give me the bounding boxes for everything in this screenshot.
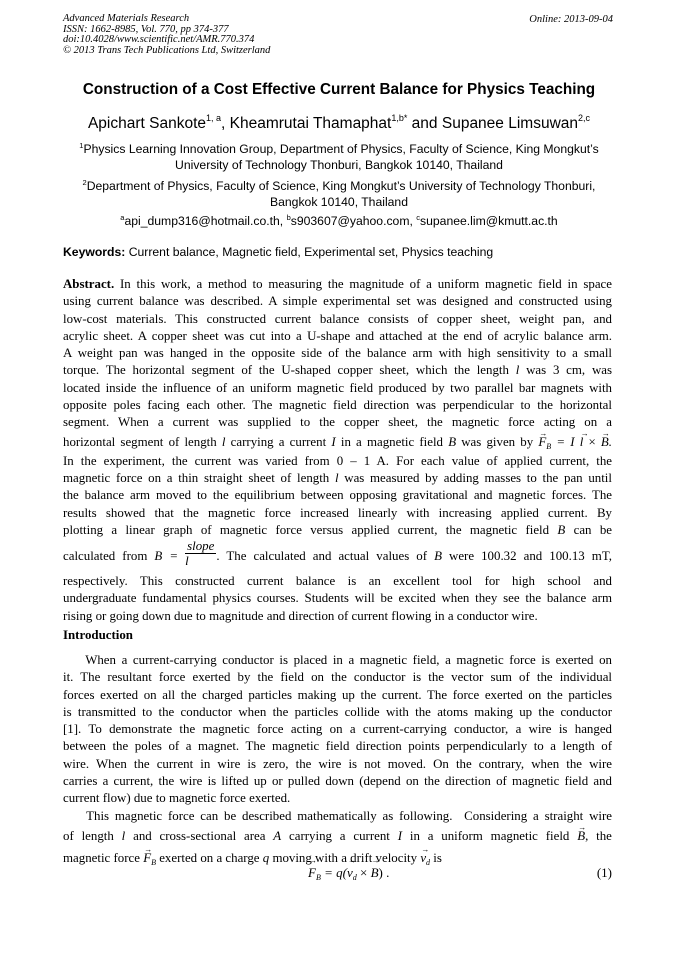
text: in a uniform magnetic field <box>409 828 570 843</box>
email-sup: b <box>286 213 291 222</box>
email-link[interactable]: api_dump316@hotmail.co.th, <box>124 214 287 228</box>
symbol: B <box>448 434 457 449</box>
symbol: → B <box>577 828 585 845</box>
abstract-line: rising or going down due to magnitude and direction of current flowing in a conductor wire. <box>63 608 538 623</box>
affil-sup: 1 <box>79 141 84 150</box>
abstract-line: In the experiment, the current was varied from 0 – 1 A. For each value of applied current, the <box>63 453 612 468</box>
text: plotting a linear graph of magnetic force versus applied current, the magnetic field <box>63 522 550 537</box>
section-heading-introduction: Introduction <box>63 628 133 642</box>
abstract-line <box>63 362 612 379</box>
keywords-label: Keywords: <box>63 245 126 259</box>
affil-line: University of Technology Thonburi, Bangkok 10140, Thailand <box>175 158 503 172</box>
abstract-line: using current balance was described. A simple experimental set was designed and constructed using <box>63 294 612 309</box>
email-link[interactable]: s903607@yahoo.com, <box>290 214 417 228</box>
intro-line: between the poles of a magnet. The magnetic field direction points perpendicularly to a length of <box>63 739 612 754</box>
abstract-line: respectively. This constructed current balance is an excellent tool for high school and <box>63 574 612 589</box>
abstract-line <box>63 522 612 539</box>
text: was given by <box>461 434 534 449</box>
copyright: © 2013 Trans Tech Publications Ltd, Switzerland <box>63 44 271 56</box>
keywords <box>63 245 493 259</box>
symbol: l <box>515 363 520 378</box>
separator: , <box>221 115 230 132</box>
abstract-line <box>63 470 612 487</box>
symbol: → F <box>143 850 151 867</box>
symbol: B <box>315 873 321 882</box>
abstract-label: Abstract. <box>63 277 115 291</box>
intro-line: it. The resultant force exerted by the field on the conductor is the vector sum of the individual <box>63 670 612 685</box>
doi-link[interactable]: doi:10.4028/www.scientific.net/AMR.770.374 <box>63 34 255 45</box>
intro-line: When a current-carrying conductor is placed in a magnetic field, a magnetic force is exerted on <box>63 653 612 667</box>
symbol: → v <box>420 850 426 867</box>
symbol: → B <box>371 865 379 881</box>
text: moving with a drift velocity <box>272 850 418 865</box>
intro-line: This magnetic force can be described mathematically as following. Considering a straight wire <box>63 808 612 823</box>
intro-line: carries a current, the wire is lifted up or pulled down (depend on the direction of magnetic field and <box>63 774 612 789</box>
symbol: B <box>151 857 156 867</box>
symbol: → F <box>538 434 546 451</box>
text: magnetic force <box>63 850 140 865</box>
text: carrying a current <box>230 434 327 449</box>
intro-line: wire. When the current in wire is zero, the wire is not moved. On the contrary, when the wire <box>63 756 612 771</box>
author-sup: 1, a <box>206 113 222 123</box>
separator: and <box>407 115 442 132</box>
author-sup: 1,b* <box>391 113 408 123</box>
abstract-line: segment. When a current was supplied to the copper sheet, the magnetic force acting on a <box>63 415 612 430</box>
text: in a magnetic field <box>340 434 443 449</box>
text: magnetic force on a thin straight sheet of length <box>63 470 330 485</box>
abstract-line: low-cost materials. This constructed current balance consists of copper sheet, weight pan, and <box>63 311 612 326</box>
symbol: → l <box>580 434 584 451</box>
symbol: I <box>397 828 403 843</box>
journal-name: Advanced Materials Research <box>63 13 190 24</box>
affiliation-2 <box>40 175 638 210</box>
text: was measured by adding masses to the pan until <box>344 470 612 485</box>
abstract-line: opposite poles facing each other. The magnetic field direction was perpendicular to the horizontal <box>63 398 612 413</box>
abstract-line: results showed that the magnetic force increased linearly with increasing applied current. By <box>63 505 612 520</box>
slope-fraction <box>185 539 216 568</box>
equation-expression <box>308 865 389 882</box>
affil-sup: 2 <box>82 178 87 187</box>
online-date: Online: 2013-09-04 <box>529 14 613 25</box>
text: torque. The horizontal segment of the U-shaped copper sheet, which the length <box>63 363 509 378</box>
symbol: ) . <box>378 865 390 880</box>
text: , the <box>585 828 612 843</box>
affil-line: Physics Learning Innovation Group, Department of Physics, Faculty of Science, King Mongkut’s <box>83 142 599 156</box>
abstract <box>63 276 612 625</box>
symbol: I <box>331 434 336 449</box>
intro-line: current flow) due to magnetic force exerted. <box>63 791 291 806</box>
symbol: l <box>221 434 226 449</box>
abstract-line: located inside the influence of an uniform magnetic field produced by two parallel bar magnets with <box>63 380 612 395</box>
paper-title: Construction of a Cost Effective Current Balance for Physics Teaching <box>82 81 596 98</box>
email-sup: a <box>120 213 125 222</box>
text: carrying a current <box>289 828 390 843</box>
text: of length <box>63 828 114 843</box>
symbol: → F <box>308 865 316 881</box>
author-name: Supanee Limsuwan <box>441 115 579 132</box>
journal-header <box>63 14 270 56</box>
symbol: = q( <box>320 865 347 880</box>
keywords-text: Current balance, Magnetic field, Experimental set, Physics teaching <box>125 245 494 259</box>
intro-line: forces exerted on all the charged particles making up the current. The force exerted on the particles <box>63 687 612 702</box>
email-sup: c <box>416 213 421 222</box>
symbol: A <box>273 828 282 843</box>
symbol: B <box>546 441 552 451</box>
fraction-denominator: l <box>185 553 189 568</box>
symbol: → v <box>347 865 353 881</box>
issn: ISSN: 1662-8985, Vol. 770, pp 374-377 <box>63 23 229 35</box>
author-sup: 2,c <box>578 113 591 123</box>
text: exerted on a charge <box>159 850 260 865</box>
text: horizontal segment of length <box>63 434 217 449</box>
abstract-line <box>63 539 612 573</box>
equation-number: (1) <box>596 865 612 880</box>
author-name: Kheamrutai Thamaphat <box>229 115 392 132</box>
author-list <box>40 113 638 133</box>
intro-line: [1]. To demonstrate the magnetic force acting on a current-carrying conductor, a wire is hanged <box>63 722 612 737</box>
abstract-line <box>63 432 612 453</box>
introduction-body <box>63 652 612 870</box>
text: and cross-sectional area <box>133 828 266 843</box>
affiliation-1 <box>40 138 638 173</box>
text: were 100.32 and 100.13 mT, <box>449 549 612 564</box>
abstract-line: A weight pan was hanged in the opposite side of the balance arm with high sensitivity to a small <box>63 346 612 361</box>
abstract-line: the balance arm moved to the equilibrium between opposing gravitational and magnetic forces. The <box>63 488 612 503</box>
symbol: → B <box>601 434 609 451</box>
affil-line: Department of Physics, Faculty of Science, King Mongkut’s University of Technology Thonburi, <box>86 179 596 193</box>
symbol: l <box>334 470 339 485</box>
symbol: q <box>262 850 270 865</box>
text: was 3 cm, was <box>526 363 612 378</box>
symbol: d <box>352 873 357 882</box>
symbol: l <box>121 828 126 843</box>
abstract-line: undergraduate fundamental physics courses. Students will be excited when they see the balance arm <box>63 591 612 606</box>
symbol: B <box>557 522 566 537</box>
text: calculated from <box>63 549 148 564</box>
email-link[interactable]: supanee.lim@kmutt.ac.th <box>420 214 558 228</box>
email-list <box>40 210 638 229</box>
abstract-line <box>63 276 612 293</box>
symbol: = I <box>556 434 575 449</box>
symbol: B = <box>154 549 179 564</box>
intro-line: is transmitted to the conductor when the particles collide with the atoms making up the conductor <box>63 704 612 719</box>
symbol: B <box>434 549 442 564</box>
text: . The calculated and actual values of <box>216 549 428 564</box>
fraction-numerator: slope <box>187 538 215 553</box>
force-formula: → $F_B = I \to l$ × → B. <box>538 435 612 449</box>
author-name: Apichart Sankote <box>87 115 207 132</box>
symbol: × <box>356 865 371 880</box>
text: In this work, a method to measuring the magnitude of a uniform magnetic field in space <box>114 277 612 291</box>
text: can be <box>573 522 612 537</box>
symbol: × <box>583 434 601 449</box>
text: is <box>433 850 442 865</box>
symbol: d <box>426 857 431 867</box>
affil-line: Bangkok 10140, Thailand <box>269 195 408 209</box>
abstract-line: acrylic sheet. A copper sheet was cut into a U-shape and attached at the end of acrylic balance arm. <box>63 328 612 343</box>
